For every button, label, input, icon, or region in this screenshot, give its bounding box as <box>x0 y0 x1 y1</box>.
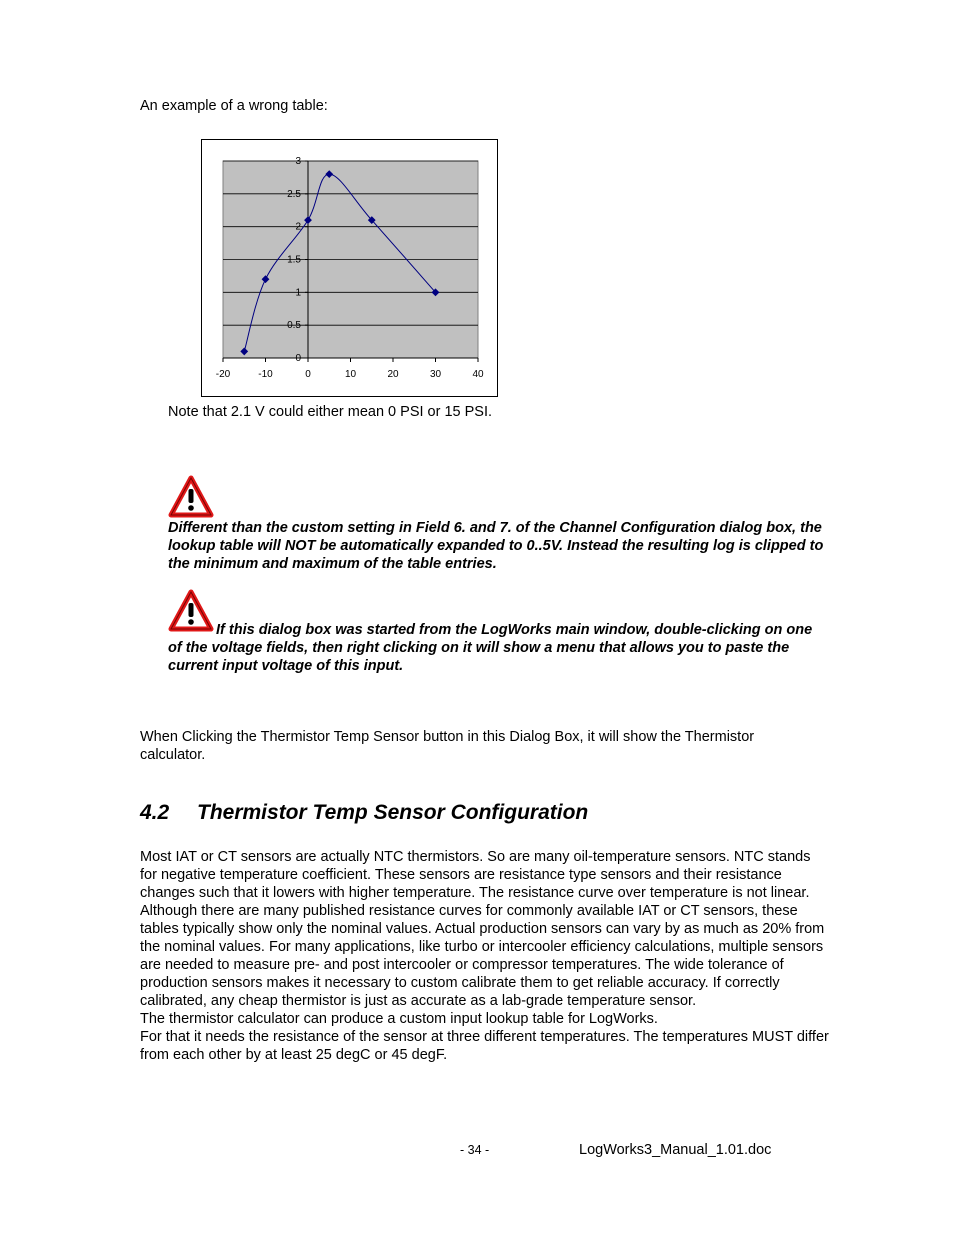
document-name: LogWorks3_Manual_1.01.doc <box>579 1142 772 1158</box>
chart-note: Note that 2.1 V could either mean 0 PSI or 15 PSI. <box>168 404 493 420</box>
chart-svg <box>202 140 499 398</box>
y-tick-label: 2.5 <box>287 188 301 200</box>
section-body <box>140 848 830 1064</box>
x-tick-label: 30 <box>429 369 442 380</box>
y-tick-label: 2 <box>295 221 301 233</box>
x-tick-label: 20 <box>387 369 399 380</box>
y-tick-label: 0.5 <box>287 320 301 332</box>
y-tick-label: 3 <box>295 156 301 167</box>
paragraph: The thermistor calculator can produce a custom input lookup table for LogWorks. <box>140 1011 658 1027</box>
x-tick-label: 40 <box>472 369 484 380</box>
paragraph: For that it needs the resistance of the sensor at three different temperatures. The temperatures MUST differ from each other by at least 25 degC or 45 degF. <box>140 1029 829 1063</box>
x-tick-label: 0 <box>305 369 311 380</box>
paragraph: Most IAT or CT sensors are actually NTC thermistors. So are many oil-temperature sensors. NTC stands for negative temperature coefficient. These sensors are resistance type sensors and their resistance changes such that it lowers with higher temperature. The resistance curve over temperature is not linear. <box>140 849 811 901</box>
x-tick-label: 10 <box>344 369 357 380</box>
y-tick-label: 0 <box>295 353 301 364</box>
page-number: - 34 - <box>460 1143 490 1157</box>
section-title: Thermistor Temp Sensor Configuration <box>197 801 589 824</box>
x-tick-label: -20 <box>215 369 231 380</box>
warning-icon <box>168 475 214 519</box>
intro-text: An example of a wrong table: <box>140 98 328 114</box>
warning-text-2 <box>168 621 828 675</box>
paragraph: Although there are many published resistance curves for commonly available IAT or CT sensors, these tables typically show only the nominal values. Actual production sensors can vary by as much as 20% from the nominal values. For many applications, like turbo or intercooler efficiency calculations, multiple sensors are needed to measure pre- and post intercooler or compressor temperatures. The wide tolerance of production sensors makes it necessary to custom calibrate them to get reliable accuracy. If correctly calibrated, any cheap thermistor is just as accurate as a lab-grade temperature sensor. <box>140 903 825 1009</box>
y-tick-label: 1.5 <box>287 254 301 266</box>
warning-text-2-content: If this dialog box was started from the LogWorks main window, double-clicking on one of the voltage fields, then right clicking on it will show a menu that allows you to paste the current input voltage of this input. <box>168 622 813 674</box>
chart <box>201 139 498 397</box>
y-tick-label: 1 <box>295 287 301 299</box>
x-tick-label: -10 <box>258 369 273 380</box>
section-number: 4.2 <box>140 801 170 824</box>
section-heading <box>140 799 588 827</box>
thermistor-intro: When Clicking the Thermistor Temp Sensor button in this Dialog Box, it will show the Thermistor calculator. <box>140 729 755 763</box>
warning-text-1: Different than the custom setting in Field 6. and 7. of the Channel Configuration dialog box, the lookup table will NOT be automatically expanded to 0..5V. Instead the resulting log is clipped to the minimum and maximum of the table entries. <box>168 520 824 572</box>
